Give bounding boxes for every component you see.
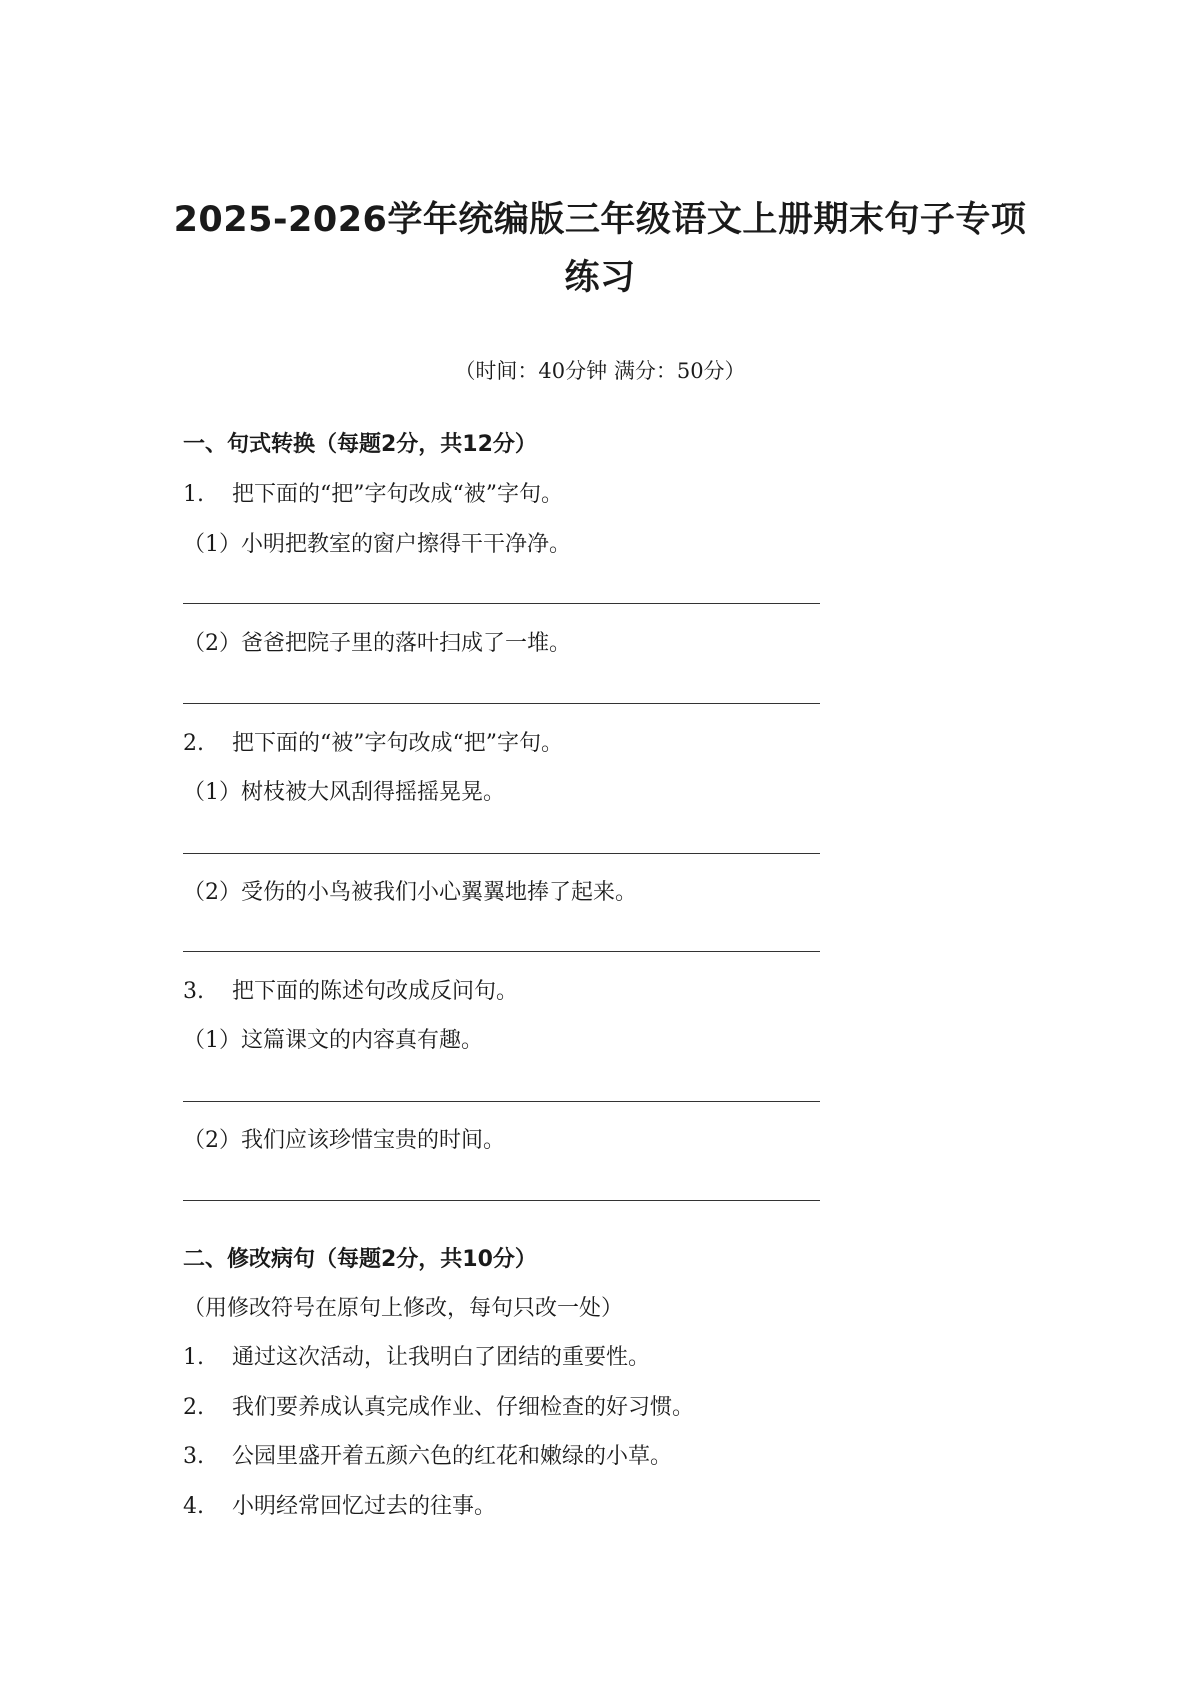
question-2-prompt <box>183 729 563 759</box>
section-1-heading: 一、句式转换（每题2分，共12分） <box>183 432 537 457</box>
answer-line[interactable] <box>183 1101 820 1102</box>
question-1-item-2: （2）爸爸把院子里的落叶扫成了一堆。 <box>183 631 571 656</box>
question-text: 把下面的“被”字句改成“把”字句。 <box>232 731 563 756</box>
question-number: 3. <box>183 1444 204 1469</box>
question-3-item-1: （1）这篇课文的内容真有趣。 <box>183 1028 483 1053</box>
question-1-prompt <box>183 480 563 510</box>
page-title-line-2: 练习 <box>564 258 636 298</box>
answer-line[interactable] <box>183 853 820 854</box>
question-text: 把下面的“把”字句改成“被”字句。 <box>232 482 563 507</box>
question-number: 1. <box>183 482 204 507</box>
question-number: 2. <box>183 731 204 756</box>
question-text: 通过这次活动，让我明白了团结的重要性。 <box>232 1345 651 1370</box>
question-3-prompt <box>183 977 518 1007</box>
question-1-item-1: （1）小明把教室的窗户擦得干干净净。 <box>183 532 571 557</box>
question-number: 4. <box>183 1494 204 1519</box>
exam-time-and-score: （时间：40分钟 满分：50分） <box>454 359 746 383</box>
question-text: 小明经常回忆过去的往事。 <box>232 1494 497 1519</box>
page-title-line-1: 2025-2026学年统编版三年级语文上册期末句子专项 <box>173 200 1027 240</box>
question-text: 公园里盛开着五颜六色的红花和嫩绿的小草。 <box>232 1444 673 1469</box>
question-text: 我们要养成认真完成作业、仔细检查的好习惯。 <box>232 1395 695 1420</box>
question-number: 1. <box>183 1345 204 1370</box>
question-text: 把下面的陈述句改成反问句。 <box>232 979 519 1004</box>
answer-line[interactable] <box>183 951 820 952</box>
question-number: 3. <box>183 979 204 1004</box>
answer-line[interactable] <box>183 703 820 704</box>
answer-line[interactable] <box>183 1200 820 1201</box>
question-2-item-2: （2）受伤的小鸟被我们小心翼翼地捧了起来。 <box>183 880 637 905</box>
sentence-item-1 <box>183 1343 650 1373</box>
question-3-item-2: （2）我们应该珍惜宝贵的时间。 <box>183 1128 505 1153</box>
section-2-instruction: （用修改符号在原句上修改，每句只改一处） <box>183 1296 624 1321</box>
sentence-item-2 <box>183 1393 694 1423</box>
answer-line[interactable] <box>183 603 820 604</box>
question-2-item-1: （1）树枝被大风刮得摇摇晃晃。 <box>183 780 505 805</box>
sentence-item-3 <box>183 1442 672 1472</box>
question-number: 2. <box>183 1395 204 1420</box>
section-2-heading: 二、修改病句（每题2分，共10分） <box>183 1247 537 1272</box>
sentence-item-4 <box>183 1492 496 1522</box>
